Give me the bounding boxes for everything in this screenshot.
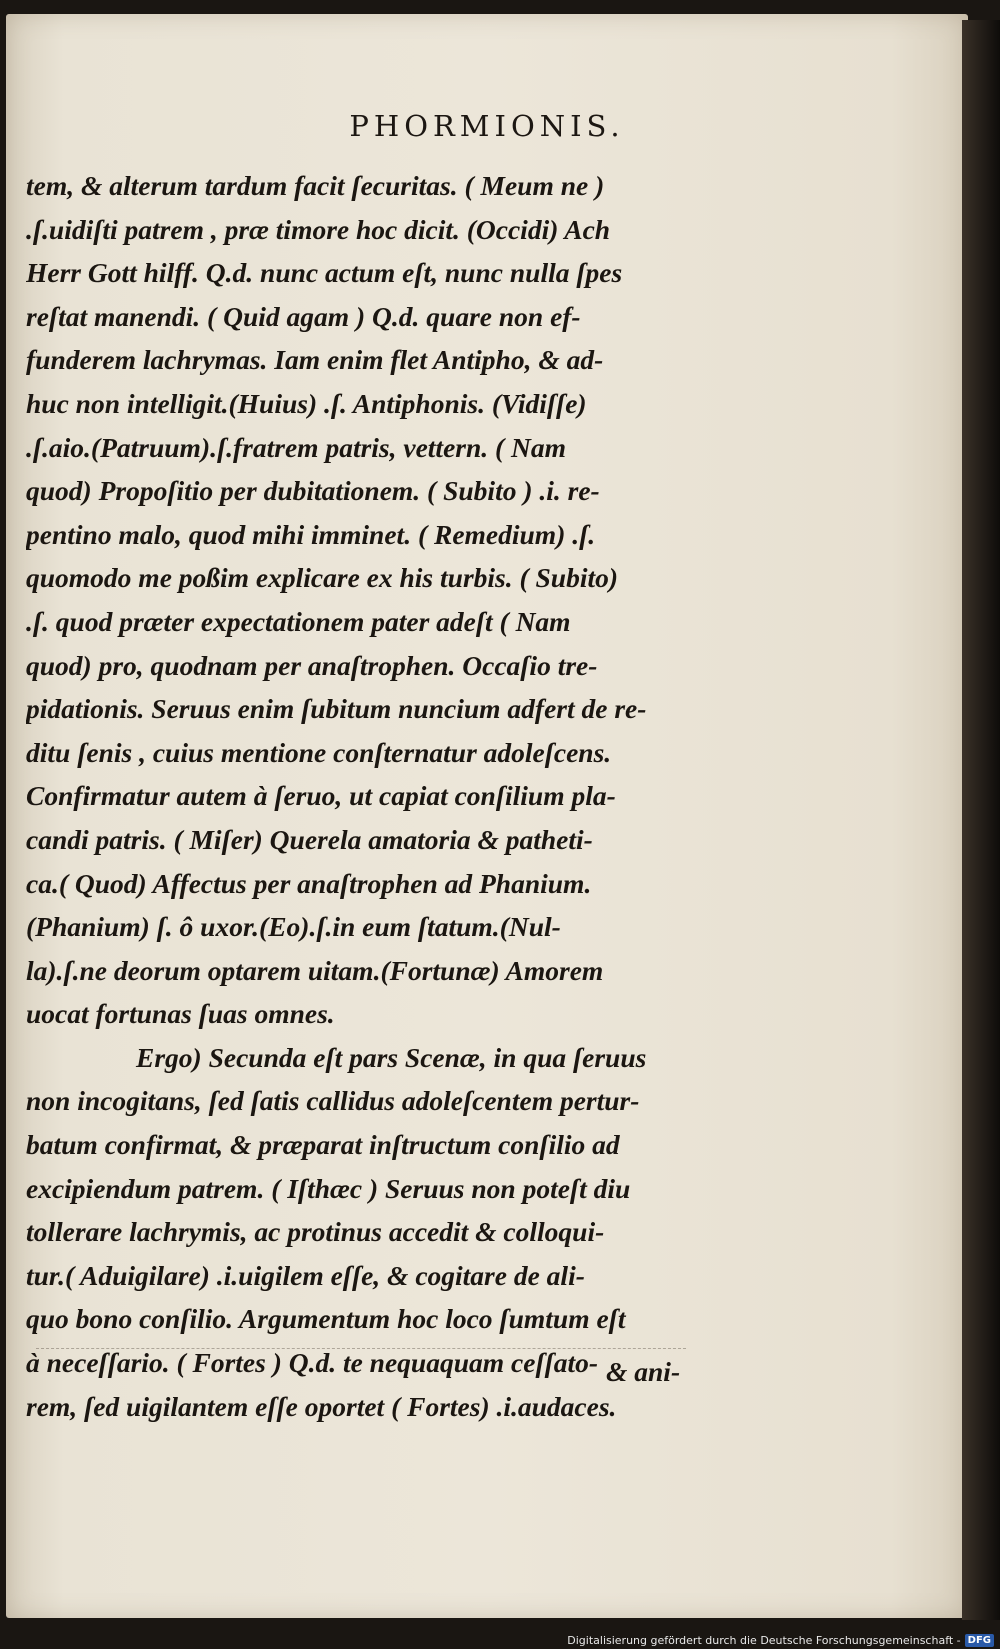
footer-credit <box>567 1634 994 1647</box>
text-line: .ſ.uidiſti patrem , præ timore hoc dicit. (Occidi) Ach <box>26 213 611 245</box>
page-bottom-rule <box>36 1348 686 1349</box>
book-page <box>6 14 968 1618</box>
text-line: à neceſſario. ( Fortes ) Q.d. te nequaquam ceſſato- <box>26 1347 599 1379</box>
body-text <box>26 164 706 1428</box>
text-line: Ergo) Secunda eſt pars Scenæ, in qua ſeruus <box>136 1041 647 1073</box>
text-line: la).ſ.ne deorum optarem uitam.(Fortunæ) Amorem <box>26 954 604 986</box>
text-line: Herr Gott hilff. Q.d. nunc actum eſt, nunc nulla ſpes <box>26 257 623 289</box>
text-line: tur.( Aduigilare) .i.uigilem eſſe, & cogitare de ali- <box>26 1259 585 1291</box>
running-head: PHORMIONIS. <box>349 109 625 143</box>
text-line: (Phanium) ſ. ô uxor.(Eo).ſ.in eum ſtatum.(Nul- <box>26 911 561 943</box>
text-line: huc non intelligit.(Huius) .ſ. Antiphonis. (Vidiſſe) <box>26 387 587 419</box>
scan-edge <box>962 20 1000 1620</box>
text-line: .ſ. quod præter expectationem pater adeſt ( Nam <box>26 605 571 637</box>
footer-text: Digitalisierung gefördert durch die Deutsche Forschungsgemeinschaft - <box>567 1634 961 1647</box>
dfg-logo-icon: DFG <box>965 1634 994 1647</box>
text-line: candi patris. ( Miſer) Querela amatoria & patheti- <box>26 823 593 855</box>
text-line: ditu ſenis , cuius mentione conſternatur adoleſcens. <box>26 736 612 768</box>
text-line: Confirmatur autem à ſeruo, ut capiat conſilium pla- <box>26 780 616 812</box>
text-line: batum confirmat, & præparat inſtructum conſilio ad <box>26 1129 620 1161</box>
text-line: excipiendum patrem. ( Iſthæc ) Seruus non poteſt diu <box>26 1172 631 1204</box>
text-line: funderem lachrymas. Iam enim flet Antipho, & ad- <box>26 344 604 376</box>
text-line: quomodo me poßim explicare ex his turbis. ( Subito) <box>26 562 619 594</box>
text-line: tem, & alterum tardum facit ſecuritas. ( Meum ne ) <box>26 170 605 201</box>
text-line: non incogitans, ſed ſatis callidus adoleſcentem pertur- <box>26 1085 640 1117</box>
text-line: pidationis. Seruus enim ſubitum nuncium adfert de re- <box>26 693 647 725</box>
text-line: quod) pro, quodnam per anaſtrophen. Occaſio tre- <box>26 649 598 681</box>
text-line: ca.( Quod) Affectus per anaſtrophen ad Phanium. <box>26 867 592 899</box>
text-line: pentino malo, quod mihi imminet. ( Remedium) .ſ. <box>26 518 596 550</box>
text-line: uocat fortunas ſuas omnes. <box>26 998 335 1030</box>
catchword: & ani- <box>606 1356 681 1387</box>
text-line: .ſ.aio.(Patruum).ſ.fratrem patris, vettern. ( Nam <box>26 431 567 463</box>
text-line: quod) Propoſitio per dubitationem. ( Subito ) .i. re- <box>26 475 600 507</box>
text-line: rem, ſed uigilantem eſſe oportet ( Fortes) .i.audaces. <box>26 1390 617 1422</box>
text-line: quo bono conſilio. Argumentum hoc loco ſumtum eſt <box>26 1303 626 1335</box>
text-line: reſtat manendi. ( Quid agam ) Q.d. quare non ef- <box>26 300 581 332</box>
text-line: tollerare lachrymis, ac protinus accedit & colloqui- <box>26 1216 605 1248</box>
